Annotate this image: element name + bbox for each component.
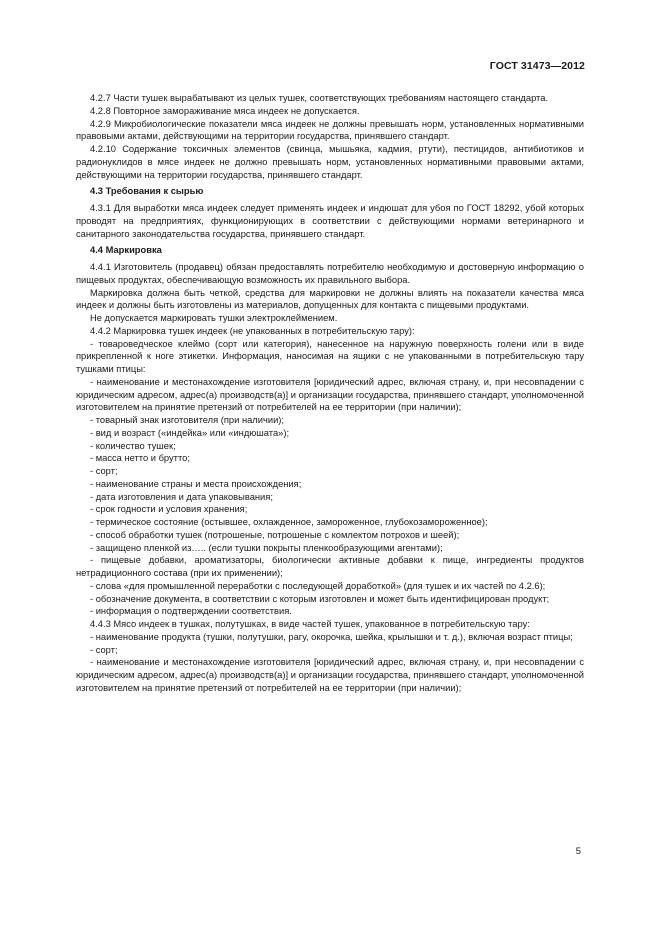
paragraph: - наименование и местонахождение изготовителя [юридический адрес, включая страну, и, при несовпадении с юридическим адресом, адрес(а) производств(а)] и организации государства, принявшего стандарт, уполномоченной изготовителем на принятие претензий от потребителей на ее территории (при наличии); — [76, 376, 584, 413]
paragraph: Маркировка должна быть четкой, средства для маркировки не должны влиять на показатели качества мяса индеек и должны быть изготовлены из материалов, допущенных для контакта с пищевыми продуктами. — [76, 287, 584, 311]
paragraph: 4.2.9 Микробиологические показатели мяса индеек не должны превышать норм, установленных нормативными правовыми актами, действующими на территории государства, принявшего стандарт. — [76, 118, 584, 142]
paragraph: - товароведческое клеймо (сорт или категория), нанесенное на наружную поверхность голени или в виде прикрепленной к ноге этикетки. Информация, наносимая на ящики с не упакованными в потребительскую тару тушками птицы: — [76, 338, 584, 374]
paragraph: - обозначение документа, в соответствии с которым изготовлен и может быть идентифицирован продукт; — [90, 593, 550, 604]
paragraph: 4.3.1 Для выработки мяса индеек следует применять индеек и индюшат для убоя по ГОСТ 18292, убой которых проводят на предприятиях, функционирующих в соответствии с действующими нормами ветеринарного и санитарного законодательства государства, принявшего стандарт. — [76, 203, 584, 239]
paragraph: 4.4.3 Мясо индеек в тушках, полутушках, в виде частей тушек, упакованное в потребительскую тару: — [90, 619, 530, 629]
page-number: 5 — [575, 846, 581, 857]
paragraph: - наименование продукта (тушки, полутушки, рагу, окорочка, шейка, крылышки и т. д.), включая возраст птицы; — [90, 631, 573, 642]
paragraph: - сорт; — [90, 466, 118, 476]
paragraph: - пищевые добавки, ароматизаторы, биологически активные добавки к пище, ингредиенты продуктов нетрадиционного состава (при их применении); — [76, 555, 584, 578]
paragraph: - срок годности и условия хранения; — [90, 504, 248, 515]
paragraph: 4.2.8 Повторное замораживание мяса индеек не допускается. — [90, 105, 360, 116]
paragraph: - наименование страны и места происхождения; — [90, 478, 302, 489]
paragraph: - информация о подтверждении соответствия. — [90, 606, 292, 617]
paragraph: 4.2.7 Части тушек вырабатывают из целых тушек, соответствующих требованиям настоящего стандарта. — [90, 93, 549, 103]
paragraph: - товарный знак изготовителя (при наличии); — [90, 415, 284, 425]
paragraph: 4.4.1 Изготовитель (продавец) обязан предоставлять потребителю необходимую и достоверную информацию о пищевых продуктах, обеспечивающую возможность их правильного выбора. — [76, 262, 584, 285]
document-code: ГОСТ 31473—2012 — [489, 60, 585, 72]
paragraph: - сорт; — [90, 644, 118, 655]
section-heading: 4.4 Маркировка — [90, 245, 162, 256]
paragraph: - вид и возраст («индейка» или «индюшата»); — [90, 427, 290, 438]
paragraph: - наименование и местонахождение изготовителя [юридический адрес, включая страну, и, при несовпадении с юридическим адресом, адрес(а) производств(а)] и организации государства, принявшего стандарт, уполномоченной изготовителем на принятие претензий от потребителей на ее территории (при наличии); — [76, 657, 584, 693]
paragraph: - масса нетто и брутто; — [90, 453, 190, 464]
paragraph: 4.4.2 Маркировка тушек индеек (не упакованных в потребительскую тару): — [90, 325, 415, 336]
paragraph: - способ обработки тушек (потрошеные, потрошеные с комлектом потрохов и шеей); — [90, 529, 460, 540]
section-heading: 4.3 Требования к сырью — [90, 186, 204, 197]
paragraph: - термическое состояние (остывшее, охлажденное, замороженное, глубокозамороженное); — [90, 517, 488, 527]
paragraph: - количество тушек; — [90, 440, 176, 451]
paragraph: - защищено пленкой из….. (если тушки покрыты пленкообразующими агентами); — [90, 542, 443, 553]
paragraph: - слова «для промышленной переработки с последующей доработкой» (для тушек и их частей по 4.2.6); — [90, 580, 546, 591]
paragraph: 4.2.10 Содержание токсичных элементов (свинца, мышьяка, кадмия, ртути), пестицидов, антибиотиков и радионуклидов в мясе индеек не должно превышать норм, установленных нормативными правовыми актами, действующими на территории государства, принявшего стандарт. — [76, 144, 584, 180]
paragraph: Не допускается маркировать тушки электроклеймением. — [90, 313, 338, 323]
document-body — [76, 92, 584, 695]
paragraph: - дата изготовления и дата упаковывания; — [90, 491, 273, 502]
